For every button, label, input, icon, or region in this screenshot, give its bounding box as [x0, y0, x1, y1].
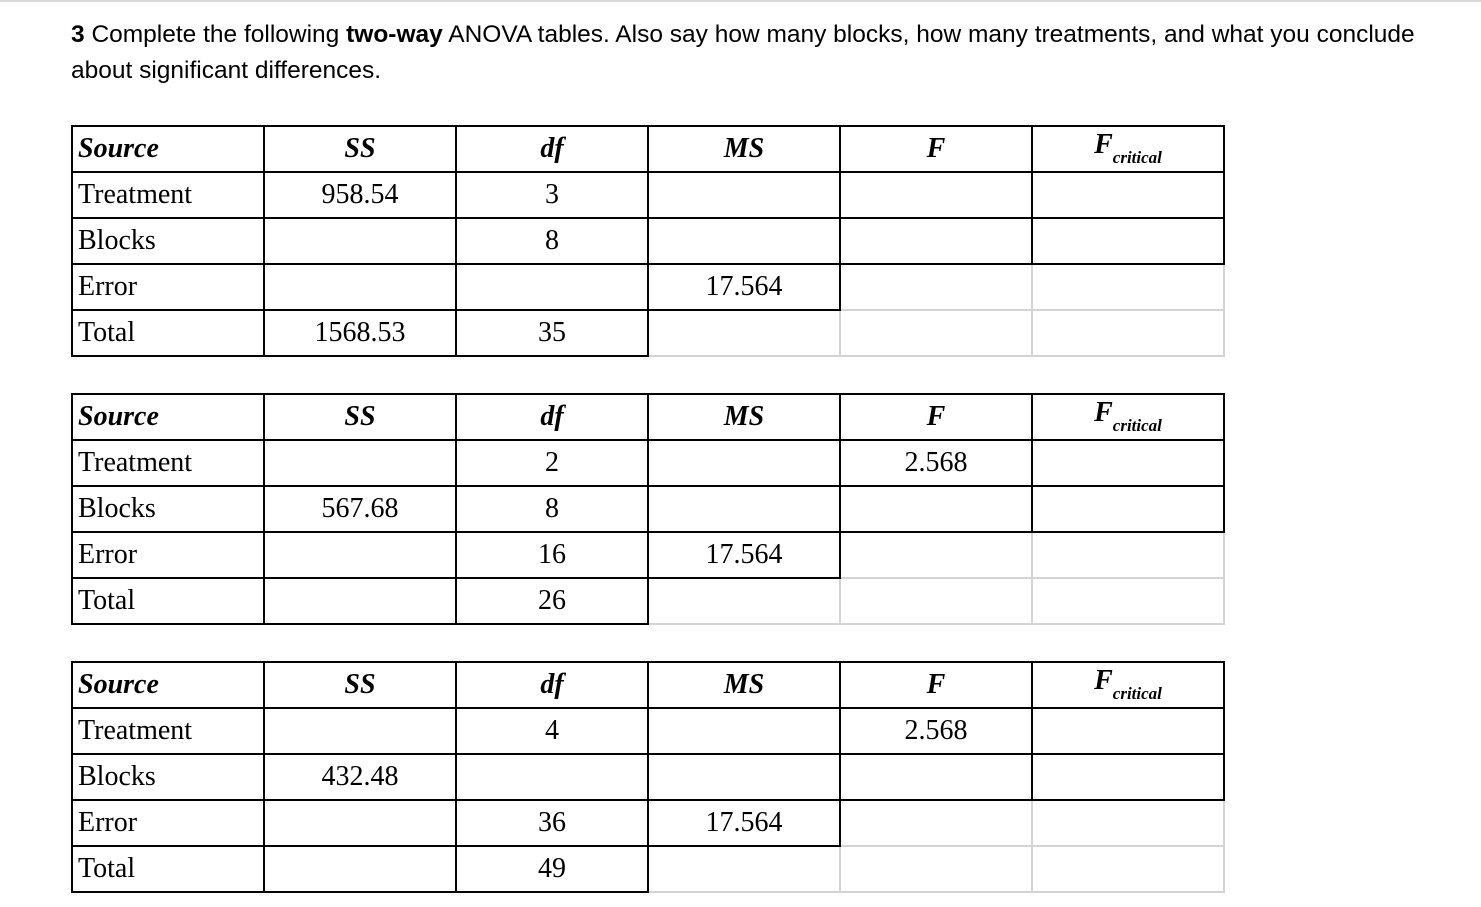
- col-header-df: df: [456, 662, 648, 708]
- cell-df[interactable]: [456, 754, 648, 800]
- cell-ms[interactable]: [648, 708, 840, 754]
- table-header-row: [72, 126, 1224, 172]
- cell-f[interactable]: [840, 486, 1032, 532]
- cell-df[interactable]: [456, 264, 648, 310]
- cell-f-critical[interactable]: [1032, 440, 1224, 486]
- cell-ms[interactable]: [648, 754, 840, 800]
- table-row-error: [72, 264, 1224, 310]
- cell-df[interactable]: 35: [456, 310, 648, 356]
- question-prompt: [71, 17, 1466, 89]
- f-critical-subscript: critical: [1112, 684, 1162, 703]
- anova-table-1: [71, 125, 1225, 357]
- cell-f-critical: [1032, 846, 1224, 892]
- cell-ms[interactable]: 17.564: [648, 264, 840, 310]
- cell-ss[interactable]: [264, 440, 456, 486]
- cell-ss[interactable]: 567.68: [264, 486, 456, 532]
- cell-ms[interactable]: [648, 172, 840, 218]
- table-row-treatment: [72, 440, 1224, 486]
- col-header-ms: MS: [648, 394, 840, 440]
- cell-f-critical[interactable]: [1032, 754, 1224, 800]
- f-critical-subscript: critical: [1112, 416, 1162, 435]
- cell-f[interactable]: [840, 218, 1032, 264]
- col-header-df: df: [456, 394, 648, 440]
- cell-f-critical: [1032, 532, 1224, 578]
- question-number: 3: [71, 21, 85, 48]
- cell-ss[interactable]: 1568.53: [264, 310, 456, 356]
- cell-ss[interactable]: 958.54: [264, 172, 456, 218]
- cell-df[interactable]: 49: [456, 846, 648, 892]
- cell-f-critical[interactable]: [1032, 486, 1224, 532]
- col-header-f-critical: [1032, 662, 1224, 708]
- col-header-ss: SS: [264, 394, 456, 440]
- cell-source: Total: [72, 846, 264, 892]
- f-critical-subscript: critical: [1112, 148, 1162, 167]
- cell-ss[interactable]: [264, 264, 456, 310]
- table-row-treatment: [72, 172, 1224, 218]
- table-row-total: [72, 310, 1224, 356]
- cell-source: Blocks: [72, 754, 264, 800]
- table-row-blocks: [72, 218, 1224, 264]
- table-row-treatment: [72, 708, 1224, 754]
- cell-ss[interactable]: 432.48: [264, 754, 456, 800]
- table-row-error: [72, 532, 1224, 578]
- cell-f: [840, 264, 1032, 310]
- cell-df[interactable]: 3: [456, 172, 648, 218]
- col-header-source: Source: [72, 126, 264, 172]
- table-row-total: [72, 846, 1224, 892]
- table-header-row: [72, 394, 1224, 440]
- question-text-before: Complete the following: [91, 21, 340, 48]
- col-header-f-critical: [1032, 394, 1224, 440]
- cell-ss[interactable]: [264, 532, 456, 578]
- cell-f-critical[interactable]: [1032, 172, 1224, 218]
- f-critical-base: F: [1094, 397, 1113, 428]
- cell-ss[interactable]: [264, 708, 456, 754]
- f-critical-base: F: [1094, 665, 1113, 696]
- cell-f-critical[interactable]: [1032, 708, 1224, 754]
- col-header-source: Source: [72, 662, 264, 708]
- cell-df[interactable]: 16: [456, 532, 648, 578]
- question-emphasis: two-way: [346, 21, 443, 48]
- table-row-total: [72, 578, 1224, 624]
- cell-ss[interactable]: [264, 800, 456, 846]
- cell-f-critical: [1032, 578, 1224, 624]
- col-header-f-critical: [1032, 126, 1224, 172]
- cell-f: [840, 800, 1032, 846]
- col-header-f: F: [840, 662, 1032, 708]
- cell-f: [840, 578, 1032, 624]
- cell-ms[interactable]: 17.564: [648, 800, 840, 846]
- cell-source: Error: [72, 532, 264, 578]
- col-header-ss: SS: [264, 126, 456, 172]
- col-header-ms: MS: [648, 662, 840, 708]
- cell-source: Blocks: [72, 486, 264, 532]
- cell-ms[interactable]: [648, 218, 840, 264]
- cell-ms: [648, 846, 840, 892]
- cell-f: [840, 846, 1032, 892]
- cell-df[interactable]: 8: [456, 218, 648, 264]
- cell-ss[interactable]: [264, 578, 456, 624]
- col-header-f: F: [840, 126, 1032, 172]
- cell-df[interactable]: 8: [456, 486, 648, 532]
- table-row-blocks: [72, 754, 1224, 800]
- cell-source: Treatment: [72, 708, 264, 754]
- cell-ms: [648, 310, 840, 356]
- cell-ss[interactable]: [264, 846, 456, 892]
- anova-table-2: [71, 393, 1225, 625]
- cell-source: Treatment: [72, 440, 264, 486]
- anova-table-3: [71, 661, 1225, 893]
- cell-source: Total: [72, 578, 264, 624]
- cell-source: Error: [72, 800, 264, 846]
- cell-source: Treatment: [72, 172, 264, 218]
- cell-f: [840, 532, 1032, 578]
- cell-source: Blocks: [72, 218, 264, 264]
- cell-f: [840, 310, 1032, 356]
- table-header-row: [72, 662, 1224, 708]
- cell-f[interactable]: 2.568: [840, 440, 1032, 486]
- top-divider: [0, 0, 1481, 2]
- cell-f[interactable]: [840, 754, 1032, 800]
- col-header-ms: MS: [648, 126, 840, 172]
- cell-f[interactable]: 2.568: [840, 708, 1032, 754]
- col-header-f: F: [840, 394, 1032, 440]
- table-row-error: [72, 800, 1224, 846]
- cell-source: Total: [72, 310, 264, 356]
- cell-f[interactable]: [840, 172, 1032, 218]
- cell-ms: [648, 578, 840, 624]
- cell-df[interactable]: 2: [456, 440, 648, 486]
- col-header-source: Source: [72, 394, 264, 440]
- col-header-ss: SS: [264, 662, 456, 708]
- cell-f-critical: [1032, 310, 1224, 356]
- cell-ms[interactable]: [648, 440, 840, 486]
- table-row-blocks: [72, 486, 1224, 532]
- cell-source: Error: [72, 264, 264, 310]
- cell-ss[interactable]: [264, 218, 456, 264]
- cell-df[interactable]: 4: [456, 708, 648, 754]
- cell-f-critical: [1032, 264, 1224, 310]
- col-header-df: df: [456, 126, 648, 172]
- cell-f-critical: [1032, 800, 1224, 846]
- cell-ms[interactable]: [648, 486, 840, 532]
- cell-df[interactable]: 36: [456, 800, 648, 846]
- cell-df[interactable]: 26: [456, 578, 648, 624]
- question-text-after: ANOVA tables. Also say how many blocks, how many treatments, and what you conclude about significant differences.: [71, 21, 1415, 84]
- cell-ms[interactable]: 17.564: [648, 532, 840, 578]
- cell-f-critical[interactable]: [1032, 218, 1224, 264]
- f-critical-base: F: [1094, 129, 1113, 160]
